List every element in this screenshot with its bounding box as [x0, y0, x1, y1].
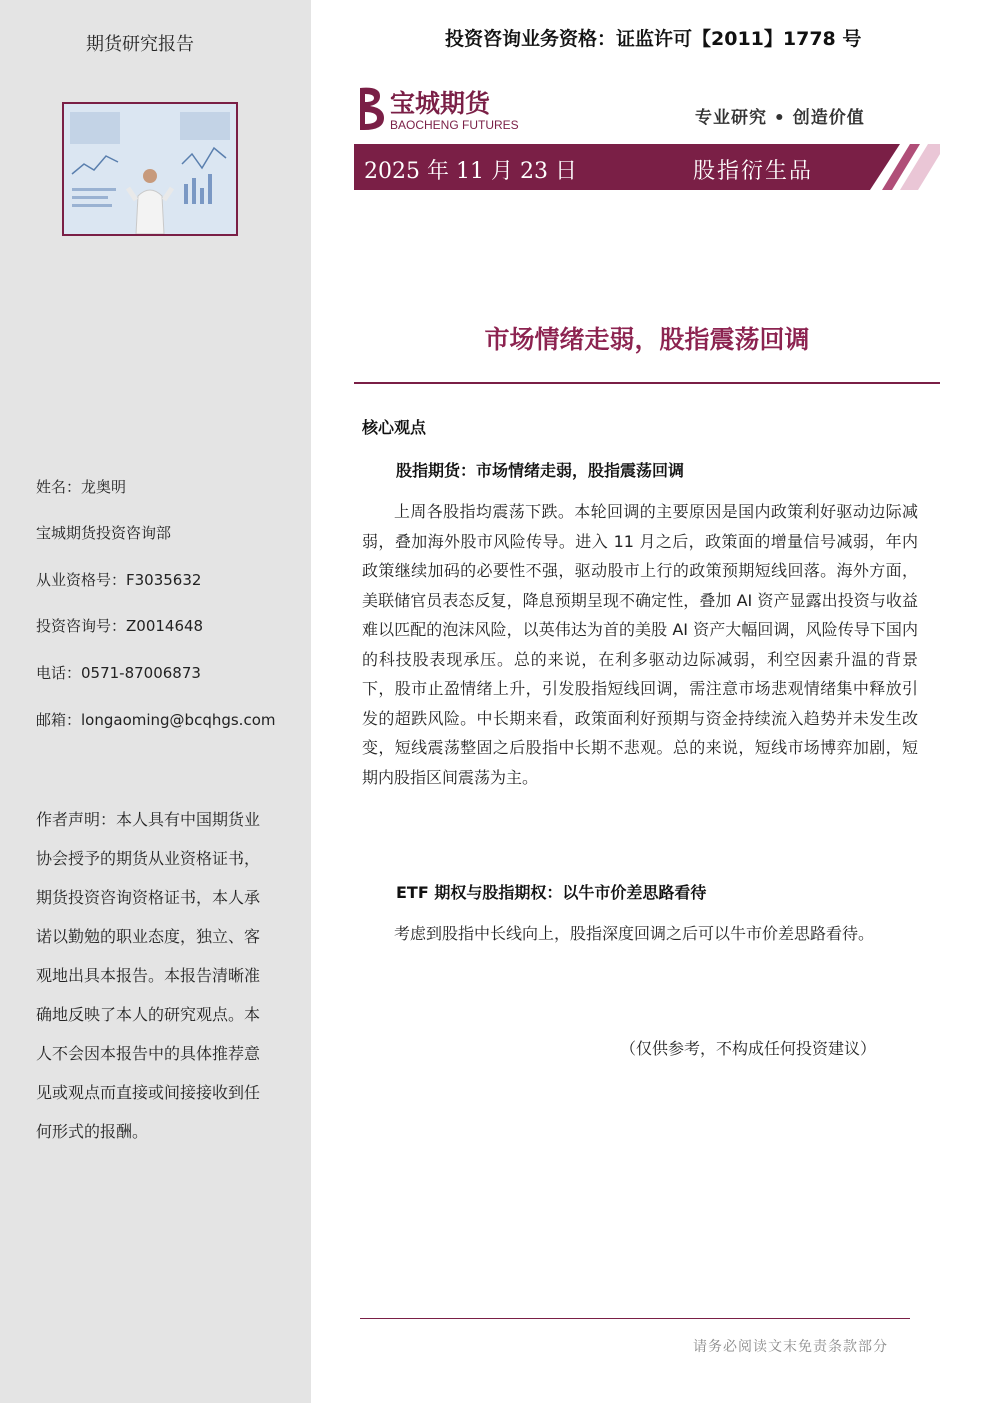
author-department: 宝城期货投资咨询部 [36, 524, 172, 542]
report-date: 2025 年 11 月 23 日 [364, 159, 577, 184]
core-view-label: 核心观点 [362, 418, 427, 437]
license-text: 投资咨询业务资格：证监许可【2011】1778 号 [445, 28, 862, 50]
sidebar [0, 0, 311, 1403]
section-body-futures: 上周各股指均震荡下跌。本轮回调的主要原因是国内政策利好驱动边际减弱，叠加海外股市风险传导。进入 11 月之后，政策面的增量信号减弱，年内政策继续加码的必要性不强，驱动股市上行的政策预期短线回落。海外方面，美联储官员表态反复，降息预期呈现不确定性，叠加 AI 资产显露出投资与收益难以匹配的泡沫风险，以英伟达为首的美股 AI 资产大幅回调，风险传导下国内的科技股表现承压。总的来说，在利多驱动边际减弱，利空因素升温的背景下，股市止盈情绪上升，引发股指短线回调，需注意市场悲观情绪集中释放引发的超跌风险。中长期来看，政策面利好预期与资金持续流入趋势并未发生改变，短线震荡整固之后股指中长期不悲观。总的来说，短线市场博弈加剧，短期内股指区间震荡为主。 [362, 502, 918, 787]
title-divider [354, 382, 940, 384]
disclaimer-note: （仅供参考，不构成任何投资建议） [620, 1039, 877, 1058]
slogan: 专业研究 • 创造价值 [695, 108, 865, 128]
author-phone: 电话：0571-87006873 [36, 664, 201, 682]
footer-divider [360, 1318, 910, 1319]
report-type-label: 期货研究报告 [86, 34, 194, 55]
logo-english-text: BAOCHENG FUTURES [390, 118, 519, 132]
author-email[interactable]: 邮箱：longaoming@bcqhgs.com [36, 711, 276, 729]
cover-image [62, 102, 238, 236]
section-heading-options: ETF 期权与股指期权：以牛市价差思路看待 [396, 883, 707, 902]
author-name: 姓名：龙奥明 [36, 478, 127, 496]
qualification-number: 从业资格号：F3035632 [36, 571, 202, 589]
report-title: 市场情绪走弱，股指震荡回调 [484, 325, 810, 354]
section-heading-futures: 股指期货：市场情绪走弱，股指震荡回调 [396, 461, 685, 480]
footer-note: 请务必阅读文末免责条款部分 [693, 1339, 888, 1355]
author-statement: 作者声明：本人具有中国期货业协会授予的期货从业资格证书，期货投资咨询资格证书，本人承诺以勤勉的职业态度，独立、客观地出具本报告。本报告清晰准确地反映了本人的研究观点。本人不会因本报告中的具体推荐意见或观点而直接或间接接收到任何形式的报酬。 [36, 810, 261, 1141]
logo-chinese-text: 宝城期货 [390, 89, 491, 118]
report-category: 股指衍生品 [693, 159, 814, 184]
section-body-options: 考虑到股指中长线向上，股指深度回调之后可以牛市价差思路看待。 [394, 924, 875, 943]
consult-number: 投资咨询号：Z0014648 [36, 617, 204, 635]
company-logo [354, 84, 524, 134]
